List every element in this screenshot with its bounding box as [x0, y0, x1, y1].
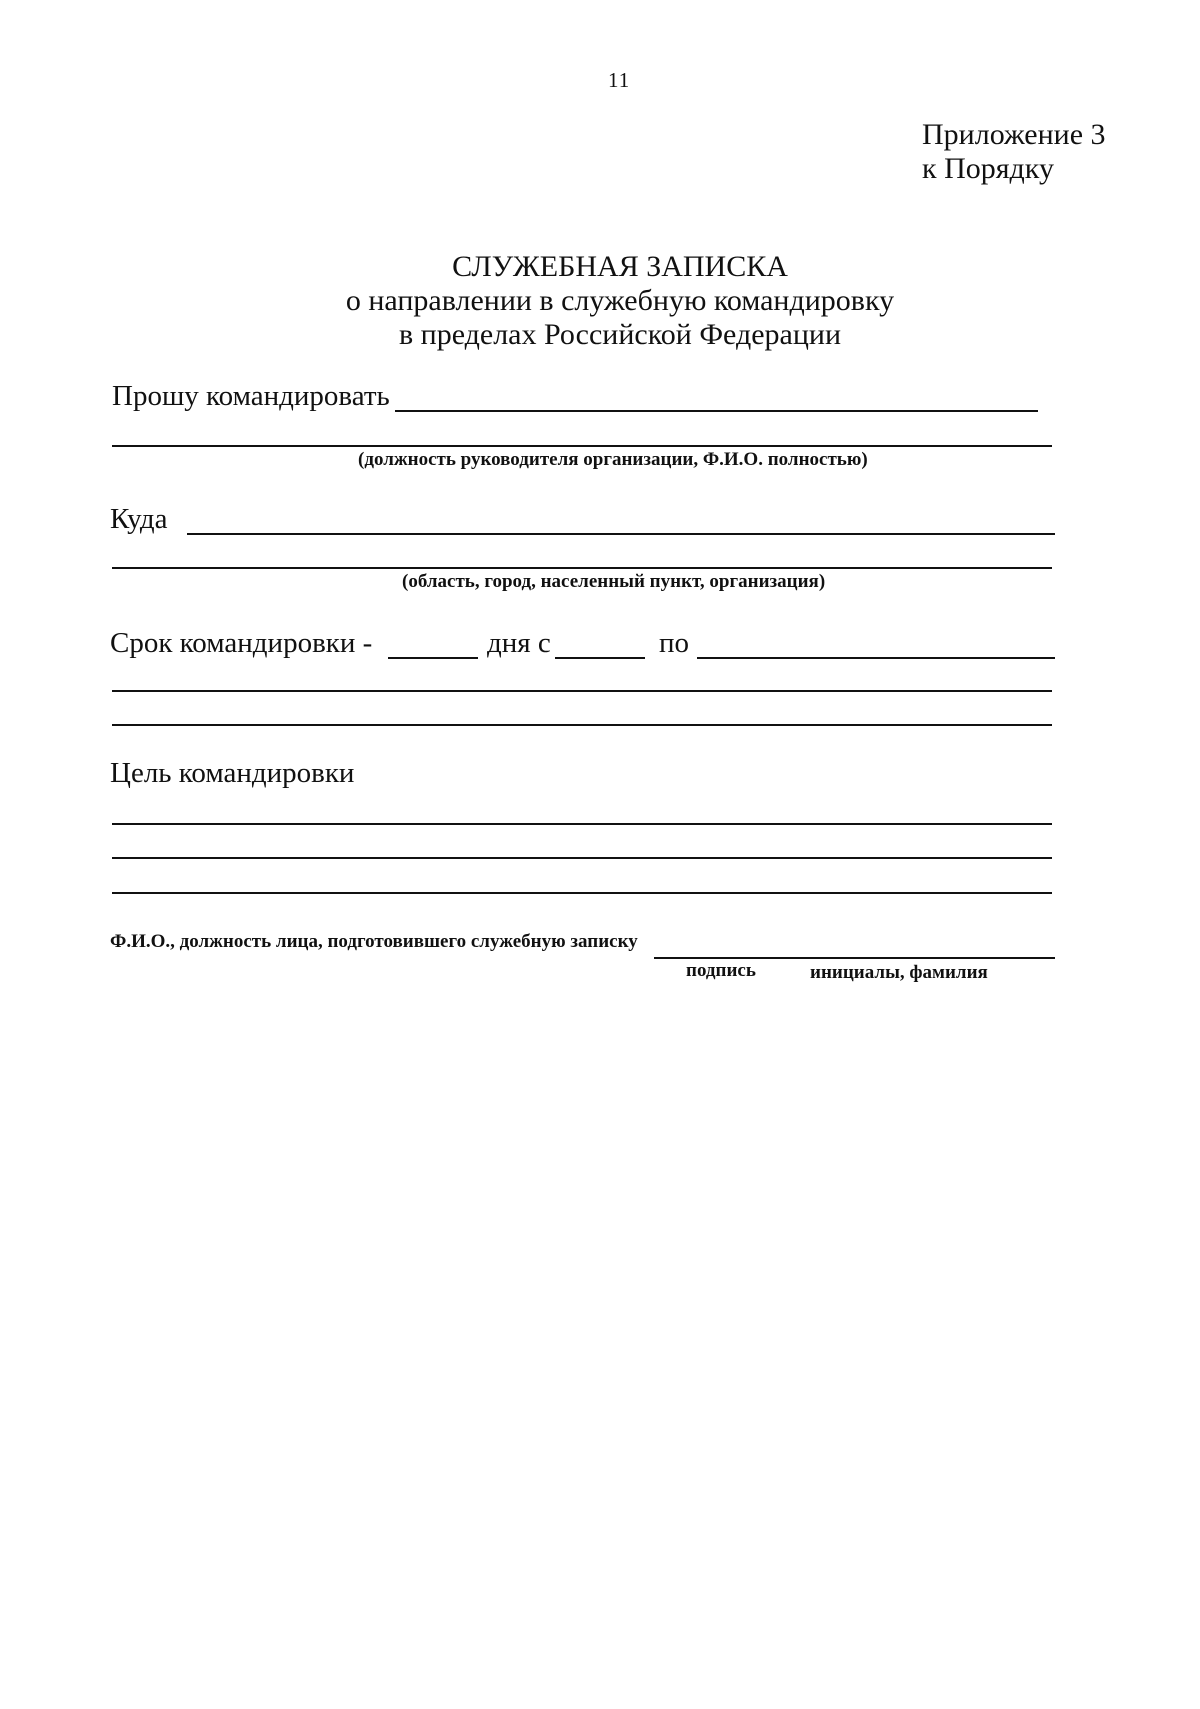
title-line-2: о направлении в служебную командировку [345, 284, 895, 317]
request-caption: (должность руководителя организации, Ф.И.О. полностью) [358, 449, 868, 470]
appendix-line-2: к Порядку [922, 152, 1054, 185]
term-label: Срок командировки - [110, 627, 373, 659]
purpose-line-3[interactable] [112, 892, 1052, 894]
term-extra-line-2[interactable] [112, 724, 1052, 726]
term-to-label: по [659, 627, 690, 659]
term-start-field[interactable] [555, 657, 645, 659]
purpose-line-2[interactable] [112, 857, 1052, 859]
destination-field-line-2[interactable] [112, 567, 1052, 569]
term-days-label: дня с [487, 627, 551, 659]
appendix-block [922, 118, 1106, 186]
term-days-field[interactable] [388, 657, 478, 659]
preparer-signature-line[interactable] [654, 957, 1055, 959]
title-line-1: СЛУЖЕБНАЯ ЗАПИСКА [452, 250, 788, 283]
term-extra-line-1[interactable] [112, 690, 1052, 692]
document-title [320, 250, 920, 352]
signature-caption: подпись [686, 960, 756, 981]
term-end-field[interactable] [697, 657, 1055, 659]
purpose-line-1[interactable] [112, 823, 1052, 825]
preparer-label: Ф.И.О., должность лица, подготовившего служебную записку [110, 931, 638, 952]
title-line-3: в пределах Российской Федерации [398, 318, 842, 351]
name-caption: инициалы, фамилия [810, 962, 988, 983]
request-field-line-1[interactable] [395, 410, 1038, 412]
request-label: Прошу командировать [112, 380, 390, 412]
page-number: 11 [608, 68, 631, 92]
destination-field-line-1[interactable] [187, 533, 1055, 535]
request-field-line-2[interactable] [112, 445, 1052, 447]
destination-caption: (область, город, населенный пункт, организация) [402, 571, 826, 592]
destination-label: Куда [110, 503, 168, 535]
appendix-line-1: Приложение 3 [922, 118, 1106, 151]
purpose-label: Цель командировки [110, 757, 355, 789]
